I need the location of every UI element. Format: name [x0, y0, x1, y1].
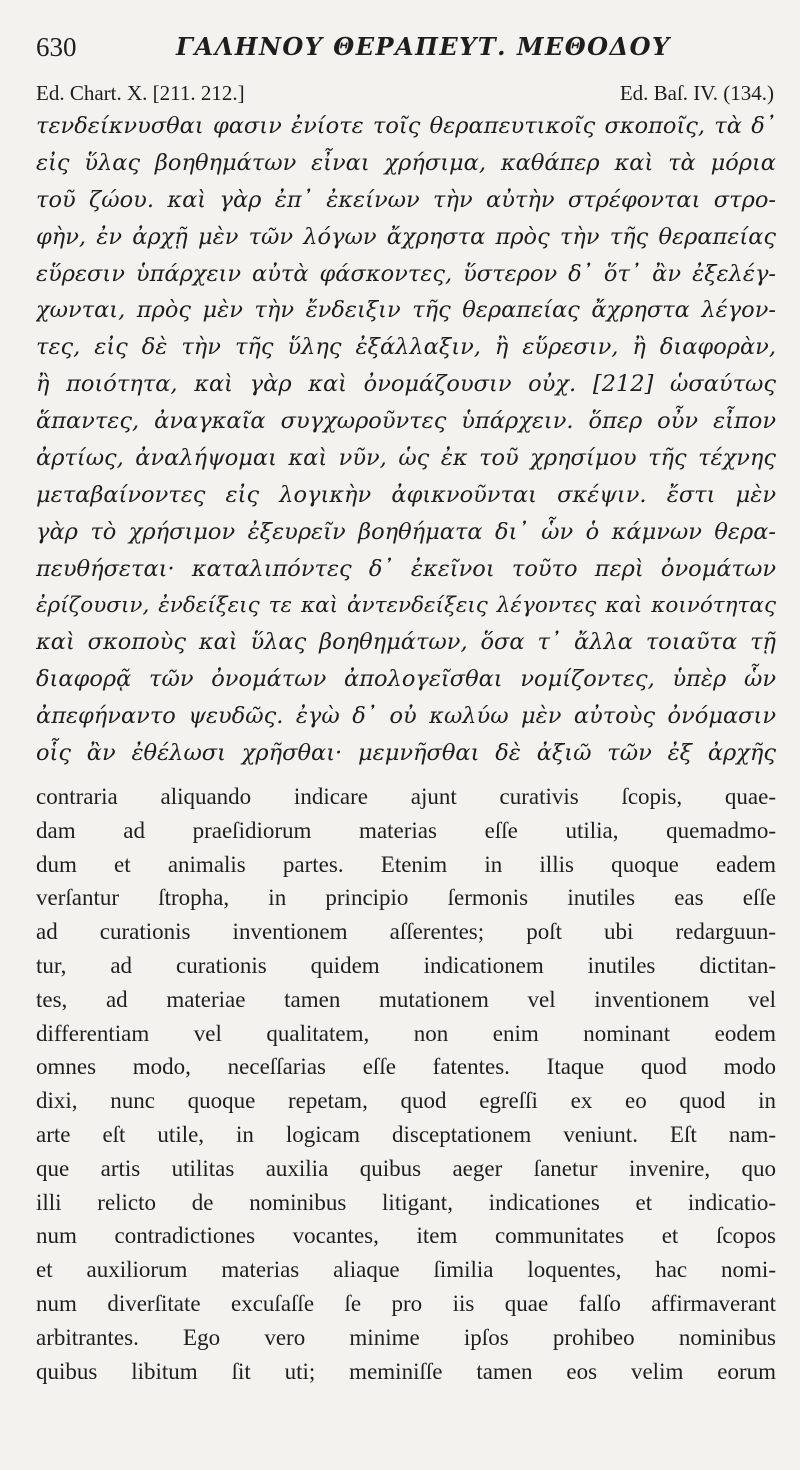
latin-line: arbitrantes. Ego vero minime ipſos prohibeo nominibus — [36, 1324, 776, 1350]
greek-line: εὕρεσιν ὑπάρχειν αὐτὰ φάσκοντες, ὕστερον δ᾽ ὅτ᾽ ἂν ἐξελέγ- — [36, 260, 776, 287]
latin-line: verſantur ſtropha, in principio ſermonis inutiles eas eſſe — [36, 885, 776, 911]
page-number: 630 — [36, 32, 77, 62]
running-head — [36, 30, 776, 64]
latin-line: tes, ad materiae tamen mutationem vel inventionem vel — [36, 986, 776, 1012]
greek-line: ἀρτίως, ἀναλήψομαι καὶ νῦν, ὡς ἐκ τοῦ χρησίμου τῆς τέχνης — [36, 445, 776, 472]
greek-line: εἰς ὕλας βοηθημάτων εἶναι χρήσιμα, καθάπερ καὶ τὰ μόρια — [36, 149, 776, 176]
greek-line: πευθήσεται· καταλιπόντες δ᾽ ἐκεῖνοι τοῦτο περὶ ὀνομάτων — [36, 555, 776, 582]
greek-line: ἐρίζουσιν, ἐνδείξεις τε καὶ ἀντενδείξεις λέγοντες καὶ κοινότητας — [36, 592, 776, 618]
latin-line: arte eſt utile, in logicam disceptationem veniunt. Eſt nam- — [36, 1121, 776, 1147]
latin-text-block — [36, 780, 776, 1388]
latin-line: omnes modo, neceſſarias eſſe fatentes. Itaque quod modo — [36, 1054, 776, 1080]
greek-line: τες, εἰς δὲ τὴν τῆς ὕλης ἐξάλλαξιν, ἢ εὕρεσιν, ἢ διαφορὰν, — [36, 334, 776, 361]
latin-line: num diverſitate excuſaſſe ſe pro iis quae falſo affirmaverant — [36, 1290, 776, 1316]
greek-line: μεταβαίνοντες εἰς λογικὴν ἀφικνοῦνται σκέψιν. ἔστι μὲν — [36, 481, 776, 508]
greek-line: χωνται, πρὸς μὲν τὴν ἔνδειξιν τῆς θεραπείας ἄχρηστα λέγον- — [36, 297, 776, 324]
greek-line: ἅπαντες, ἀναγκαῖα συγχωροῦντες ὑπάρχειν. ὅπερ οὖν εἶπον — [36, 408, 776, 435]
greek-line: φὴν, ἐν ἀρχῇ μὲν τῶν λόγων ἄχρηστα πρὸς τὴν τῆς θεραπείας — [36, 223, 776, 250]
latin-line: tur, ad curationis quidem indicationem inutiles dictitan- — [36, 952, 776, 978]
greek-line: διαφορᾷ τῶν ὀνομάτων ἀπολογεῖσθαι νομίζοντες, ὑπὲρ ὧν — [36, 666, 776, 693]
greek-line: γὰρ τὸ χρήσιμον ἐξευρεῖν βοηθήματα δι᾽ ὧν ὁ κάμνων θερα- — [36, 518, 776, 545]
latin-line: dam ad praeſidiorum materias eſſe utilia, quemadmo- — [36, 817, 776, 843]
latin-line: differentiam vel qualitatem, non enim nominant eodem — [36, 1020, 776, 1046]
latin-line: et auxiliorum materias aliaque ſimilia loquentes, hac nomi- — [36, 1257, 776, 1283]
edition-basel-reference: Ed. Baſ. IV. (134.) — [619, 81, 774, 105]
latin-line: dixi, nunc quoque repetam, quod egreſſi ex eo quod in — [36, 1088, 776, 1114]
edition-references — [36, 78, 774, 108]
latin-line: dum et animalis partes. Etenim in illis quoque eadem — [36, 851, 776, 877]
latin-line: contraria aliquando indicare ajunt curativis ſcopis, quae- — [36, 784, 776, 809]
latin-line: num contradictiones vocantes, item communitates et ſcopos — [36, 1223, 776, 1249]
latin-line: illi relicto de nominibus litigant, indicationes et indicatio- — [36, 1189, 776, 1215]
greek-line: οἷς ἂν ἐθέλωσι χρῆσθαι· μεμνῆσθαι δὲ ἀξιῶ τῶν ἐξ ἀρχῆς — [36, 740, 776, 767]
greek-line: τοῦ ζώου. καὶ γὰρ ἐπ᾽ ἐκείνων τὴν αὐτὴν στρέφονται στρο- — [36, 186, 776, 213]
greek-line: ἢ ποιότητα, καὶ γὰρ καὶ ὀνομάζουσιν οὐχ. [212] ὡσαύτως — [36, 371, 776, 398]
latin-line: ad curationis inventionem aſſerentes; poſt ubi redarguun- — [36, 919, 776, 945]
edition-chartier-reference: Ed. Chart. X. [211. 212.] — [36, 81, 245, 105]
running-title: ΓΑΛΗΝΟΥ ΘΕΡΑΠΕΥΤ. ΜΕΘΟΔΟΥ — [176, 32, 671, 61]
latin-line: quibus libitum ſit uti; meminiſſe tamen eos velim eorum — [36, 1358, 776, 1384]
greek-line: τενδείκνυσθαι φασιν ἐνίοτε τοῖς θεραπευτικοῖς σκοποῖς, τὰ δ᾽ — [36, 113, 776, 139]
greek-line: καὶ σκοποὺς καὶ ὕλας βοηθημάτων, ὅσα τ᾽ ἄλλα τοιαῦτα τῇ — [36, 629, 776, 656]
latin-line: que artis utilitas auxilia quibus aeger ſanetur invenire, quo — [36, 1155, 776, 1181]
greek-line: ἀπεφήναντο ψευδῶς. ἐγὼ δ᾽ οὐ κωλύω μὲν αὐτοὺς ὀνόμασιν — [36, 703, 776, 730]
greek-text-block — [36, 108, 776, 772]
